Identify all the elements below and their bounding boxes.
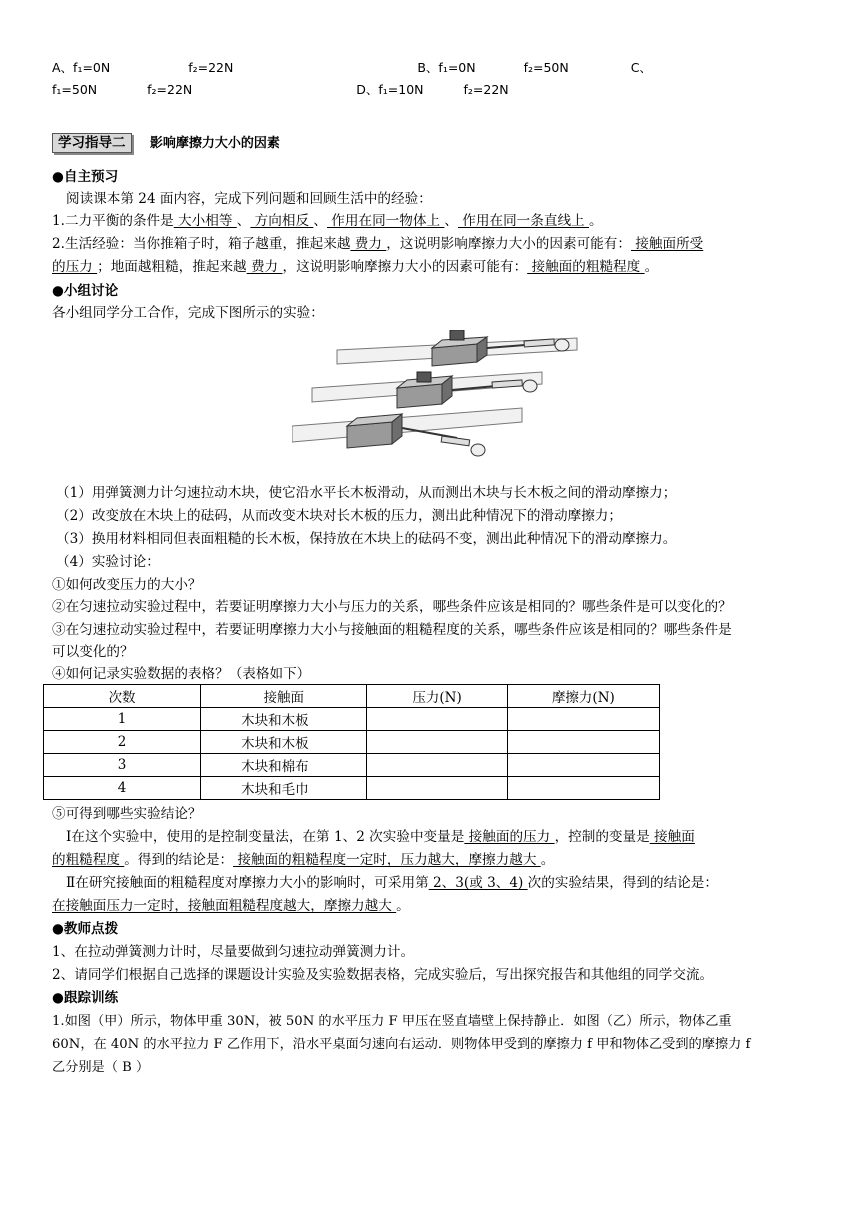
option-c-f1: f₁=50N bbox=[52, 82, 98, 97]
cell-friction bbox=[507, 777, 659, 800]
conclusion-i-line-1 bbox=[66, 826, 695, 848]
cell-pressure bbox=[367, 777, 507, 800]
option-d-f2: f₂=22N bbox=[463, 82, 509, 97]
q2-answer-3: 费力 bbox=[246, 259, 283, 275]
practice-q1-line-1: 1.如图（甲）所示，物体甲重 30N，被 50N 的水平压力 F 甲压在竖直墙壁上保持静止．如图（乙）所示，物体乙重 bbox=[52, 1014, 732, 1029]
conclusion-ii-prefix: Ⅱ在研究接触面的粗糙程度对摩擦力大小的影响时，可采用第 bbox=[66, 875, 429, 891]
discussion-heading: ●小组讨论 bbox=[52, 283, 119, 299]
q1-sep: 、 bbox=[313, 213, 327, 229]
conclusion-i-answer-2b: 的粗糙程度 bbox=[52, 852, 125, 868]
cell-pressure bbox=[367, 708, 507, 731]
conclusion-ii-answer-2: 在接触面压力一定时，接触面粗糙程度越大，摩擦力越大 bbox=[52, 898, 397, 914]
cell-friction bbox=[507, 708, 659, 731]
table-row bbox=[44, 777, 660, 800]
option-a: A、f₁=0N bbox=[52, 60, 111, 75]
q1-answer-1: 大小相等 bbox=[173, 213, 237, 229]
practice-heading: ●跟踪训练 bbox=[52, 990, 119, 1006]
q2-answer-4: 接触面的粗糙程度 bbox=[527, 259, 645, 275]
cell-pressure bbox=[367, 731, 507, 754]
q2-prefix: 2.生活经验：当你推箱子时，箱子越重，推起来越 bbox=[52, 236, 351, 252]
teacher-point-1: 1、在拉动弹簧测力计时，尽量要做到匀速拉动弹簧测力计。 bbox=[52, 944, 415, 960]
wood-board-3 bbox=[292, 408, 522, 442]
conclusion-ii-line-1 bbox=[66, 872, 718, 894]
discussion-q3-line-1: ③在匀速拉动实验过程中，若要证明摩擦力大小与接触面的粗糙程度的关系，哪些条件应该是相同的？哪些条件是 bbox=[52, 622, 732, 638]
table-row bbox=[44, 708, 660, 731]
discussion-intro: 各小组同学分工合作，完成下图所示的实验： bbox=[52, 305, 324, 321]
teacher-heading: ●教师点拨 bbox=[52, 921, 119, 937]
q2-mid: ，这说明影响摩擦力大小的因素可能有： bbox=[386, 236, 631, 252]
option-a-f2: f₂=22N bbox=[188, 60, 234, 75]
step-3: （3）换用材料相同但表面粗糙的长木板，保持放在木块上的砝码不变，测出此种情况下的滑动摩擦力。 bbox=[56, 531, 677, 547]
q1-answer-2: 方向相反 bbox=[250, 213, 314, 229]
section-title: 影响摩擦力大小的因素 bbox=[149, 136, 280, 151]
conclusion-ii-answer-1: 2、3(或 3、4) bbox=[428, 875, 528, 891]
question-1 bbox=[52, 210, 603, 232]
discussion-q2: ②在匀速拉动实验过程中，若要证明摩擦力大小与压力的关系，哪些条件应该是相同的？哪些条件是可以变化的？ bbox=[52, 599, 732, 615]
q1-prefix: 1.二力平衡的条件是 bbox=[52, 213, 174, 229]
header-pressure: 压力(N) bbox=[367, 685, 507, 708]
conclusion-i-line-2 bbox=[52, 849, 554, 871]
table-row bbox=[44, 754, 660, 777]
conclusion-i-answer-3: 接触面的粗糙程度一定时，压力越大，摩擦力越大 bbox=[233, 852, 541, 868]
preview-heading: ●自主预习 bbox=[52, 169, 119, 185]
option-b-f2: f₂=50N bbox=[523, 60, 569, 75]
cell-count: 1 bbox=[44, 708, 201, 731]
cell-surface: 木块和木板 bbox=[201, 708, 367, 731]
teacher-point-2: 2、请同学们根据自己选择的课题设计实验及实验数据表格，完成实验后，写出探究报告和其他组的同学交流。 bbox=[52, 967, 714, 983]
q1-end: 。 bbox=[588, 213, 603, 229]
q1-answer-4: 作用在同一条直线上 bbox=[457, 213, 589, 229]
cell-count: 2 bbox=[44, 731, 201, 754]
cell-friction bbox=[507, 731, 659, 754]
practice-q1-line-2: 60N，在 40N 的水平拉力 F 乙作用下，沿水平桌面匀速向右运动．则物体甲受到的摩擦力 f 甲和物体乙受到的摩擦力 f bbox=[52, 1037, 751, 1052]
option-c: C、 bbox=[630, 60, 652, 75]
q1-answer-3: 作用在同一物体上 bbox=[326, 213, 445, 229]
cell-count: 4 bbox=[44, 777, 201, 800]
conclusion-i-end: 。 bbox=[540, 852, 555, 868]
q1-sep: 、 bbox=[444, 213, 458, 229]
header-friction: 摩擦力(N) bbox=[507, 685, 659, 708]
preview-intro: 阅读课本第 24 面内容，完成下列问题和回顾生活中的经验： bbox=[66, 191, 432, 207]
cell-surface: 木块和木板 bbox=[201, 731, 367, 754]
header-surface: 接触面 bbox=[201, 685, 367, 708]
conclusion-ii-line-2 bbox=[52, 895, 410, 917]
q2-mid-2: ；地面越粗糙，推起来越 bbox=[97, 259, 247, 275]
question-2-line-2 bbox=[52, 256, 658, 278]
discussion-q3-line-2: 可以变化的？ bbox=[52, 644, 134, 660]
q2-answer-2b: 的压力 bbox=[52, 259, 98, 275]
section-header bbox=[52, 132, 280, 155]
step-2: （2）改变放在木块上的砝码，从而改变木块对长木板的压力，测出此种情况下的滑动摩擦力； bbox=[56, 508, 622, 524]
header-count: 次数 bbox=[44, 685, 201, 708]
table-row bbox=[44, 731, 660, 754]
conclusion-ii-mid: 次的实验结果，得到的结论是： bbox=[527, 875, 718, 891]
cell-surface: 木块和棉布 bbox=[201, 754, 367, 777]
cell-surface: 木块和毛巾 bbox=[201, 777, 367, 800]
cell-pressure bbox=[367, 754, 507, 777]
option-b: B、f₁=0N bbox=[417, 60, 476, 75]
step-4: （4）实验讨论： bbox=[56, 554, 160, 570]
table-header-row bbox=[44, 685, 660, 708]
q2-end: 。 bbox=[644, 259, 659, 275]
conclusion-i-mid-2: 。得到的结论是： bbox=[124, 852, 234, 868]
q1-sep: 、 bbox=[236, 213, 251, 229]
discussion-q4: ④如何记录实验数据的表格？（表格如下） bbox=[52, 666, 311, 682]
conclusion-i-mid: ，控制的变量是 bbox=[554, 829, 650, 845]
option-row-2 bbox=[52, 79, 509, 101]
question-2-line-1 bbox=[52, 233, 703, 255]
conclusion-i-answer-2: 接触面 bbox=[649, 829, 695, 845]
q2-mid-3: ，这说明影响摩擦力大小的因素可能有： bbox=[282, 259, 528, 275]
option-c-f2: f₂=22N bbox=[147, 82, 193, 97]
q2-answer-2: 接触面所受 bbox=[630, 236, 704, 252]
option-d: D、f₁=10N bbox=[356, 82, 424, 97]
data-table bbox=[43, 684, 660, 800]
practice-q1-line-3: 乙分别是（ B ） bbox=[52, 1060, 150, 1075]
option-row-1 bbox=[52, 57, 652, 79]
discussion-q1: ①如何改变压力的大小？ bbox=[52, 577, 202, 593]
conclusion-i-answer-1: 接触面的压力 bbox=[464, 829, 555, 845]
step-1: （1）用弹簧测力计匀速拉动木块，使它沿水平长木板滑动，从而测出木块与长木板之间的滑动摩擦力； bbox=[56, 485, 677, 501]
section-tag: 学习指导二 bbox=[52, 133, 132, 153]
conclusion-question: ⑤可得到哪些实验结论？ bbox=[52, 806, 202, 822]
cell-count: 3 bbox=[44, 754, 201, 777]
cell-friction bbox=[507, 754, 659, 777]
q2-answer-1: 费力 bbox=[350, 236, 387, 252]
conclusion-ii-end: 。 bbox=[396, 898, 410, 914]
conclusion-i-prefix: Ⅰ在这个实验中，使用的是控制变量法，在第 1、2 次实验中变量是 bbox=[66, 829, 465, 845]
experiment-illustration bbox=[292, 330, 582, 470]
